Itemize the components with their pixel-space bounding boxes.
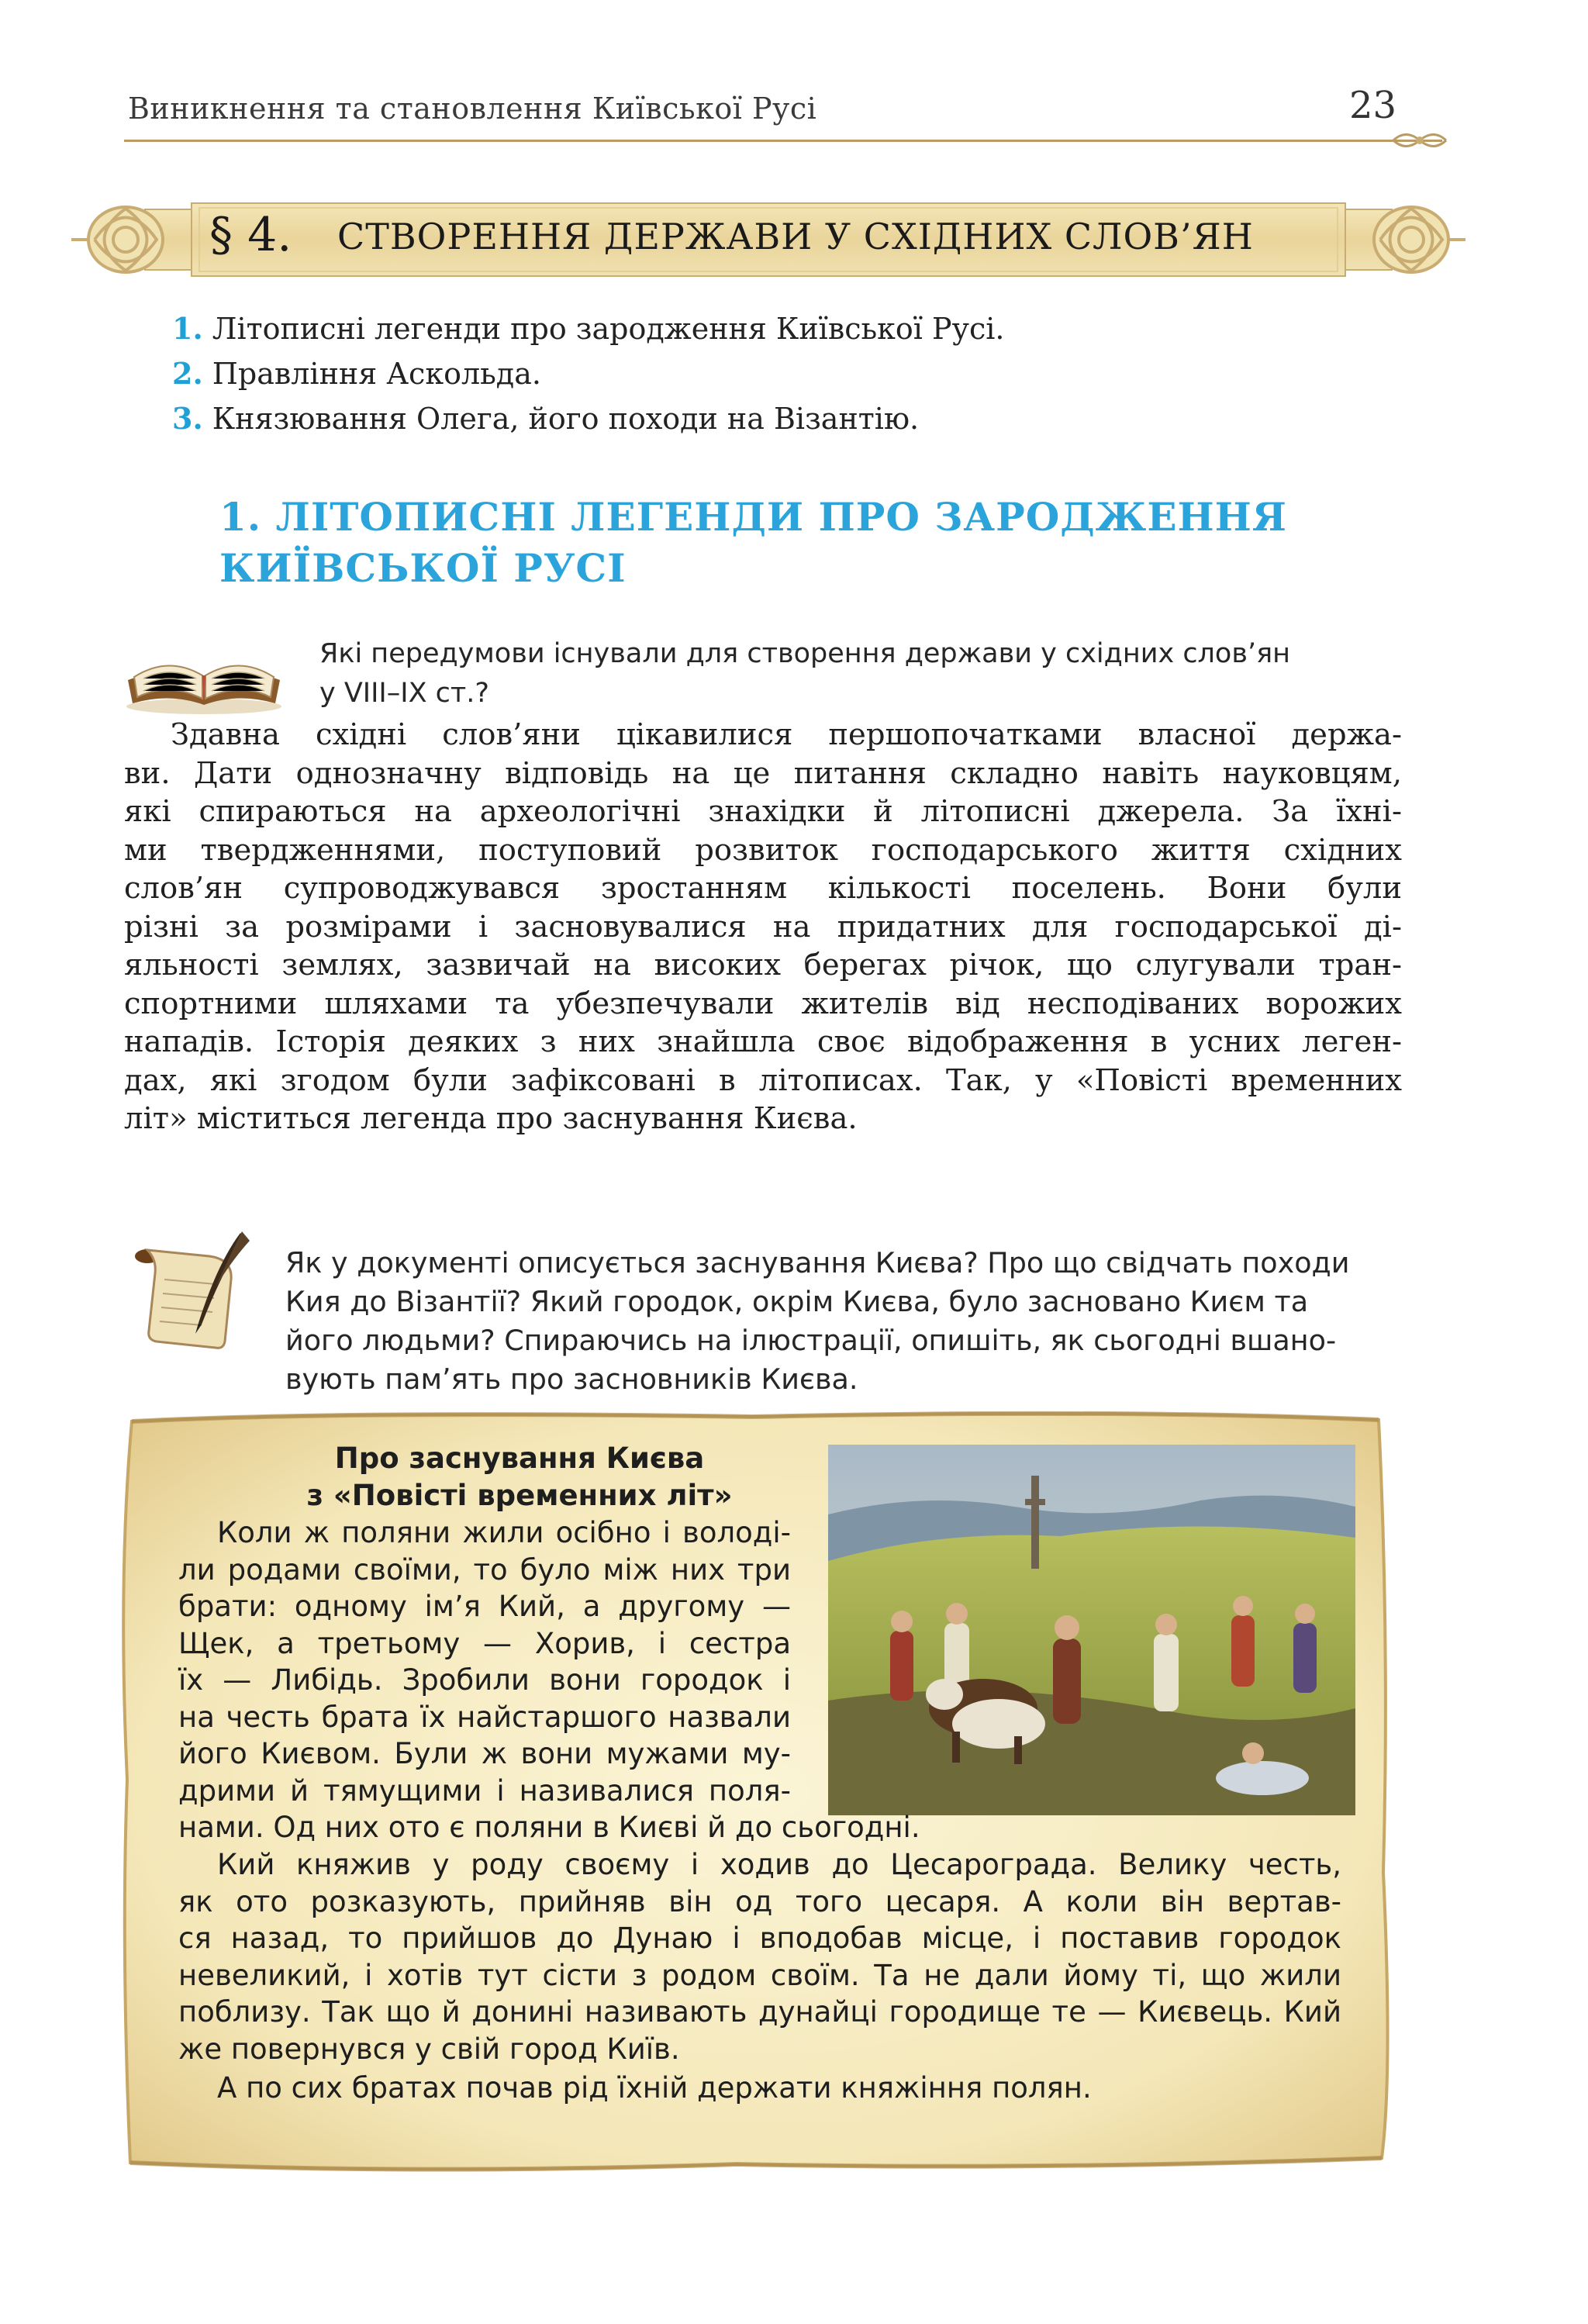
source-line: їх — Либідь. Зробили вони городок і	[178, 1663, 791, 1697]
paragraph-line: спортними шляхами та убезпечували жителів від несподіваних ворожих	[124, 986, 1402, 1021]
source-title-line: Про заснування Києва	[334, 1442, 705, 1475]
source-line: А по сих братах почав рід їхній держати княжіння полян.	[217, 2071, 1092, 2105]
page-number: 23	[1349, 84, 1397, 127]
paragraph-line: ви. Дати однозначну відповідь на це питання складно навіть науковцям,	[124, 755, 1402, 791]
source-line: невеликий, і хотів тут сісти з родом своїм. Та не дали йому ті, що жили	[178, 1958, 1341, 1992]
paragraph-line: яльності землях, зазвичай на високих берегах річок, що слугували тран-	[124, 948, 1402, 982]
source-line: же повернувся у свій город Київ.	[178, 2032, 680, 2066]
plan-item	[172, 351, 1004, 396]
paragraph-title: СТВОРЕННЯ ДЕРЖАВИ У СХІДНИХ СЛОВ’ЯН	[337, 216, 1254, 257]
paragraph-line: літ» міститься легенда про заснування Києва.	[124, 1101, 858, 1136]
plan-item-number: 2.	[172, 356, 203, 391]
source-line: Коли ж поляни жили осібно і володі-	[217, 1516, 791, 1549]
paragraph-line: дах, які згодом були зафіксовані в літописах. Так, у «Повісті временних	[124, 1062, 1402, 1098]
open-book-icon	[120, 632, 287, 717]
plan-item-text: Правління Аскольда.	[212, 357, 541, 391]
question-line: у VIII–IX ст.?	[319, 678, 490, 709]
question-line: вують пам’ять про засновників Києва.	[285, 1362, 858, 1396]
plan-item	[172, 396, 1004, 441]
founding-of-kyiv-illustration	[828, 1445, 1355, 1815]
question-prompt	[319, 634, 1405, 713]
document-question	[285, 1244, 1406, 1399]
source-title-line: з «Повісті временних літ»	[306, 1479, 733, 1512]
scroll-quill-icon	[124, 1225, 256, 1353]
source-line: нами. Од них ото є поляни в Києві й до сьогодні.	[178, 1811, 920, 1844]
section-heading-line: КИЇВСЬКОЇ РУСІ	[219, 545, 627, 591]
plan-item	[172, 306, 1004, 351]
question-line: його людьми? Спираючись на ілюстрації, опишіть, як сьогодні вшано-	[285, 1324, 1337, 1357]
source-paragraph	[178, 1514, 791, 1809]
paragraph-line: нападів. Історія деяких з них знайшла своє відображення в усних леген-	[124, 1024, 1402, 1059]
running-header-title: Виникнення та становлення Київської Русі	[128, 92, 817, 126]
paragraph-line: різні за розмірами і засновувалися на придатних для господарської ді-	[124, 909, 1402, 944]
source-paragraph	[178, 1846, 1341, 2067]
source-title	[236, 1440, 803, 1514]
paragraph-line: слов’ян супроводжувався зростанням кількості поселень. Вони були	[124, 871, 1402, 906]
header-rule	[124, 140, 1442, 142]
source-line: поблизу. Так що й донині називають дунайці городище те — Києвець. Кий	[178, 1995, 1341, 2029]
section-heading	[219, 492, 1289, 594]
header-ornament-icon	[1392, 126, 1448, 155]
source-line: на честь брата їх найстаршого назвали	[178, 1700, 791, 1734]
question-line: Кия до Візантії? Який городок, окрім Києва, було засновано Києм та	[285, 1285, 1309, 1318]
paragraph-line: які спираються на археологічні знахідки й літописні джерела. За їхні-	[124, 794, 1402, 829]
plan-item-text: Літописні легенди про зародження Київської Русі.	[212, 312, 1005, 346]
question-line: Як у документі описується заснування Києва? Про що свідчать походи	[285, 1246, 1350, 1279]
source-line: Щек, а третьому — Хорив, і сестра	[178, 1626, 791, 1660]
source-line: ли родами своїми, то було між них три	[178, 1552, 791, 1587]
plan-item-number: 1.	[172, 311, 203, 346]
main-paragraph	[124, 716, 1402, 1138]
section-heading-line: 1. ЛІТОПИСНІ ЛЕГЕНДИ ПРО ЗАРОДЖЕННЯ	[219, 494, 1288, 540]
source-line: брати: одному ім’я Кий, а другому —	[178, 1590, 791, 1623]
source-line: його Києвом. Були ж вони мужами му-	[178, 1737, 791, 1770]
source-line: як ото розказують, прийняв він од того цесаря. А коли він вертав-	[178, 1884, 1341, 1918]
plan-item-text: Князювання Олега, його походи на Візантію.	[212, 402, 920, 436]
source-line: Кий княжив у роду своєму і ходив до Цесарограда. Велику честь,	[217, 1848, 1341, 1881]
plan-item-number: 3.	[172, 401, 203, 436]
paragraph-line: Здавна східні слов’яни цікавилися першопочатками власної держа-	[171, 717, 1402, 752]
paragraph-line: ми твердженнями, поступовий розвиток господарського життя східних	[124, 832, 1402, 868]
paragraph-number: § 4.	[209, 208, 292, 262]
source-line: ся назад, то прийшов до Дунаю і вподобав місце, і поставив городок	[178, 1922, 1341, 1955]
lesson-plan-list	[172, 306, 1004, 441]
question-line: Які передумови існували для створення держави у східних слов’ян	[319, 638, 1291, 669]
source-line: дрими й тямущими і називалися поля-	[178, 1773, 791, 1808]
